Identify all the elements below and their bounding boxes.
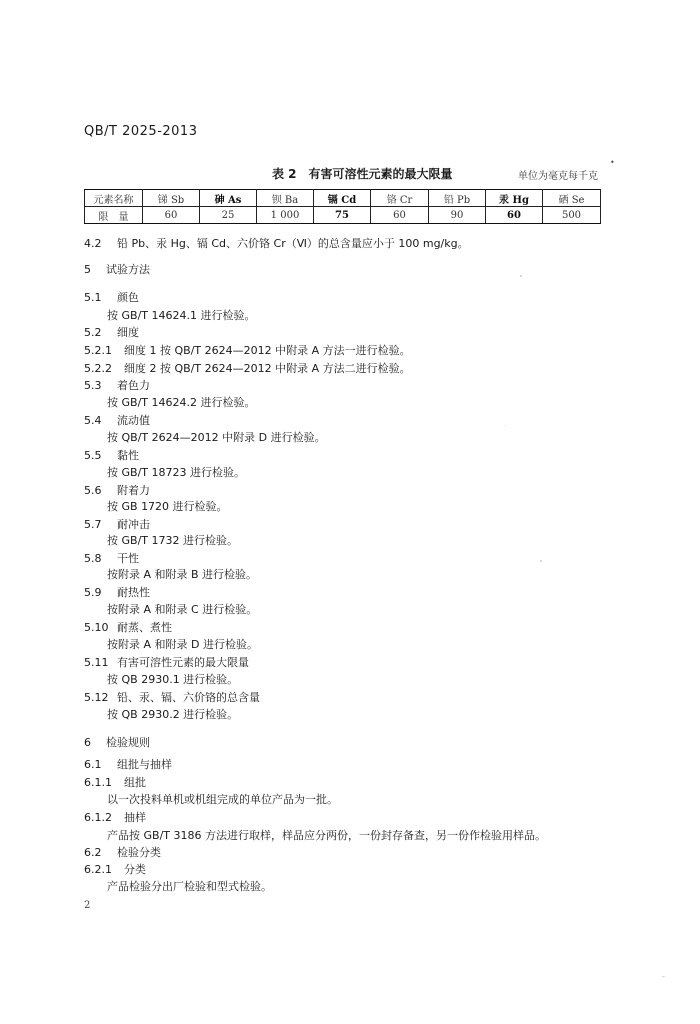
body-paragraph	[107, 466, 245, 480]
body-paragraph	[107, 793, 338, 807]
section-number: 4.2	[84, 237, 102, 250]
section-heading	[84, 291, 139, 305]
body-paragraph	[107, 673, 238, 687]
section-title: 组批	[124, 776, 146, 789]
section-number: 5.5	[84, 449, 102, 462]
table-header-cell: 铅 Pb	[429, 190, 486, 207]
body-paragraph	[107, 708, 238, 722]
section-heading	[84, 263, 150, 277]
section-number: 5.12	[84, 691, 109, 704]
section-heading	[84, 414, 150, 428]
section-title: 铅 Pb、汞 Hg、镉 Cd、六价铬 Cr（Ⅵ）的总含量应小于 100 mg/kg。	[117, 237, 469, 250]
paragraph-text: 产品检验分出厂检验和型式检验。	[107, 880, 272, 893]
page-number: 2	[84, 900, 91, 911]
section-title: 着色力	[117, 379, 150, 392]
section-title: 颜色	[117, 291, 139, 304]
table-header-row	[85, 190, 601, 207]
section-number: 5.7	[84, 518, 102, 531]
section-title: 细度 1 按 QB/T 2624—2012 中附录 A 方法一进行检验。	[124, 344, 411, 357]
section-heading	[84, 586, 150, 600]
limits-table	[84, 189, 601, 224]
section-number: 6.2.1	[84, 863, 112, 876]
body-paragraph	[107, 568, 257, 582]
section-number: 5.11	[84, 656, 109, 669]
section-heading	[84, 736, 150, 750]
section-number: 6.2	[84, 846, 102, 859]
section-heading	[84, 691, 260, 705]
section-number: 6.1.1	[84, 776, 112, 789]
section-number: 5.1	[84, 291, 102, 304]
section-heading	[84, 326, 139, 340]
paragraph-text: 按附录 A 和附录 C 进行检验。	[107, 603, 258, 616]
section-heading	[84, 344, 411, 358]
table-header-cell: 砷 As	[200, 190, 257, 207]
section-heading	[84, 776, 146, 790]
section-title: 耐冲击	[117, 518, 150, 531]
paragraph-text: 按 QB 2930.2 进行检验。	[107, 708, 239, 721]
section-title: 干性	[117, 552, 139, 565]
section-title: 黏性	[117, 449, 139, 462]
scan-speck	[662, 976, 665, 977]
paragraph-text: 产品按 GB/T 3186 方法进行取样，样品应分两份，一份封存备查，另一份作检验用样品。	[107, 829, 546, 842]
table-cell: 500	[543, 207, 601, 224]
section-title: 细度	[117, 326, 139, 339]
table-cell: 90	[429, 207, 486, 224]
section-title: 有害可溶性元素的最大限量	[117, 656, 249, 669]
section-number: 5.4	[84, 414, 102, 427]
table-cell: 75	[314, 207, 371, 224]
table-cell: 1 000	[257, 207, 314, 224]
section-heading	[84, 846, 161, 860]
section-number: 5.2.2	[84, 362, 112, 375]
table-cell: 60	[486, 207, 543, 224]
body-paragraph	[107, 309, 255, 323]
scan-speck	[540, 560, 542, 562]
paragraph-text: 按 GB/T 14624.2 进行检验。	[107, 396, 256, 409]
section-heading	[84, 758, 172, 772]
table-header-cell: 汞 Hg	[486, 190, 543, 207]
table-cell: 25	[200, 207, 257, 224]
body-paragraph	[107, 880, 272, 894]
paragraph-text: 按 QB 2930.1 进行检验。	[107, 673, 239, 686]
table-cell: 限 量	[85, 207, 143, 224]
body-paragraph	[107, 603, 257, 617]
body-paragraph	[107, 829, 546, 843]
body-paragraph	[107, 396, 255, 410]
section-number: 5	[84, 263, 91, 276]
paragraph-text: 按 GB/T 14624.1 进行检验。	[107, 309, 256, 322]
table-header-cell: 镉 Cd	[314, 190, 371, 207]
section-number: 5.2.1	[84, 344, 112, 357]
table-header-cell: 钡 Ba	[257, 190, 314, 207]
table-cell: 60	[143, 207, 200, 224]
section-heading	[84, 449, 139, 463]
section-title: 流动值	[117, 414, 150, 427]
table-header-cell: 元素名称	[85, 190, 143, 207]
table-header-cell: 硒 Se	[543, 190, 601, 207]
section-number: 5.6	[84, 484, 102, 497]
table-row	[85, 207, 601, 224]
section-heading	[84, 656, 249, 670]
table-unit: 单位为毫克每千克	[518, 171, 598, 182]
section-title: 附着力	[117, 484, 150, 497]
paragraph-text: 按附录 A 和附录 B 进行检验。	[107, 568, 258, 581]
table-header-cell: 铬 Cr	[371, 190, 429, 207]
paragraph-text: 按 QB/T 2624—2012 中附录 D 进行检验。	[107, 431, 326, 444]
standard-code: QB/T 2025-2013	[84, 124, 198, 139]
section-title: 试验方法	[106, 263, 150, 276]
section-number: 5.10	[84, 621, 109, 634]
section-heading	[84, 621, 172, 635]
section-title: 耐蒸、煮性	[117, 621, 172, 634]
paragraph-text: 以一次投料单机或机组完成的单位产品为一批。	[107, 793, 338, 806]
paragraph-text: 按 GB 1720 进行检验。	[107, 500, 228, 513]
section-number: 5.2	[84, 326, 102, 339]
section-number: 5.8	[84, 552, 102, 565]
table-title: 表 2 有害可溶性元素的最大限量	[272, 167, 453, 181]
margin-dot: •	[610, 158, 615, 167]
section-heading	[84, 863, 146, 877]
section-title: 抽样	[124, 811, 146, 824]
section-title: 组批与抽样	[117, 758, 172, 771]
section-title: 细度 2 按 QB/T 2624—2012 中附录 A 方法二进行检验。	[124, 362, 411, 375]
section-number: 6.1.2	[84, 811, 112, 824]
section-number: 6.1	[84, 758, 102, 771]
section-number: 6	[84, 736, 91, 749]
section-title: 检验规则	[106, 736, 150, 749]
section-number: 5.3	[84, 379, 102, 392]
section-heading	[84, 379, 150, 393]
table-cell: 60	[371, 207, 429, 224]
body-paragraph	[107, 431, 326, 445]
section-title: 分类	[124, 863, 146, 876]
paragraph-text: 按附录 A 和附录 D 进行检验。	[107, 638, 258, 651]
section-title: 耐热性	[117, 586, 150, 599]
section-heading	[84, 484, 150, 498]
section-heading	[84, 811, 146, 825]
body-paragraph	[107, 500, 228, 514]
table-header-cell: 锑 Sb	[143, 190, 200, 207]
body-paragraph	[107, 638, 258, 652]
section-number: 5.9	[84, 586, 102, 599]
scan-speck	[520, 275, 522, 277]
paragraph-text: 按 GB/T 18723 进行检验。	[107, 466, 245, 479]
paragraph-text: 按 GB/T 1732 进行检验。	[107, 534, 238, 547]
section-title: 检验分类	[117, 846, 161, 859]
section-heading	[84, 552, 139, 566]
section-heading	[84, 518, 150, 532]
section-heading	[84, 362, 411, 376]
scan-speck	[505, 425, 506, 426]
body-paragraph	[107, 534, 238, 548]
section-heading	[84, 237, 469, 251]
section-title: 铅、汞、镉、六价铬的总含量	[117, 691, 260, 704]
